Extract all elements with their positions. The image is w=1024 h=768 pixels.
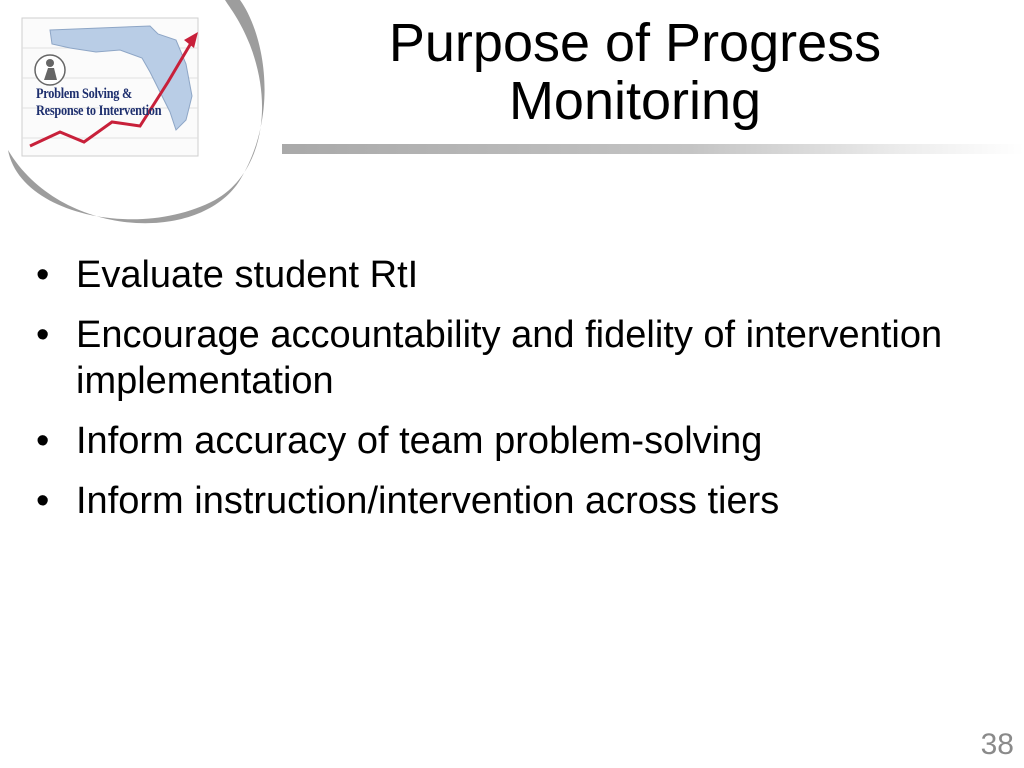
bullet-item: • Evaluate student RtI	[30, 252, 990, 298]
bullet-item: • Inform accuracy of team problem-solving	[30, 418, 990, 464]
logo-line-1: Problem Solving &	[36, 86, 133, 102]
logo-text	[36, 86, 161, 120]
title-line-2: Monitoring	[508, 71, 762, 131]
slide-title	[300, 14, 970, 130]
bullet-item: • Inform instruction/intervention across tiers	[30, 478, 990, 524]
title-underline	[282, 144, 1024, 154]
page-number: 38	[980, 728, 1014, 761]
logo-line-2: Response to Intervention	[36, 103, 162, 119]
title-line-1: Purpose of Progress	[388, 13, 882, 73]
bullet-item: • Encourage accountability and fidelity of intervention implementation	[30, 312, 990, 404]
logo-graphic	[0, 0, 270, 240]
bullet-list	[30, 252, 990, 538]
logo	[0, 0, 270, 240]
